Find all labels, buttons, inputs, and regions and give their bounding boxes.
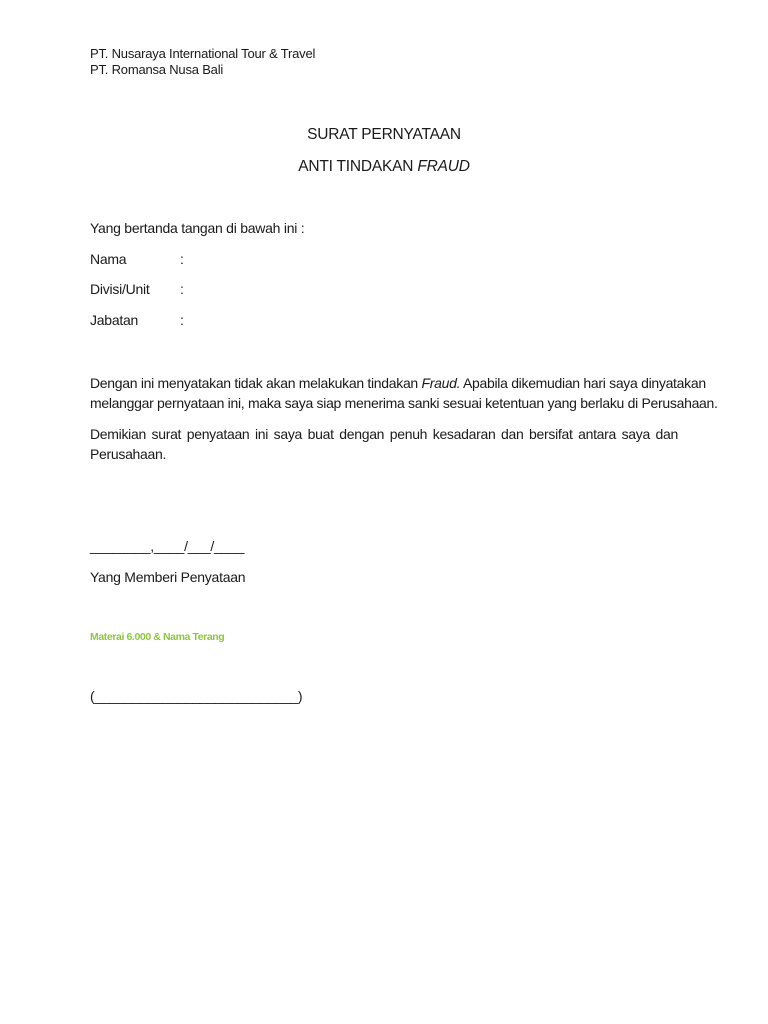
statement-line-1-before: Dengan ini menyatakan tidak akan melakukan tindakan xyxy=(90,375,422,391)
document-title xyxy=(0,126,768,144)
closing-paragraph xyxy=(90,424,678,464)
closing-line-2: Perusahaan. xyxy=(90,446,167,462)
statement-line-1-after: Apabila dikemudian hari saya dinyatakan xyxy=(460,375,706,391)
intro-text-content: Yang bertanda tangan di bawah ini : xyxy=(90,220,305,236)
company-name-2-text: PT. Romansa Nusa Bali xyxy=(90,62,224,77)
statement-line-1-emphasis: Fraud. xyxy=(421,375,461,391)
company-name-1 xyxy=(90,46,315,61)
company-name-2 xyxy=(90,62,223,77)
field-jabatan-label: Jabatan xyxy=(90,312,139,328)
field-jabatan-colon: : xyxy=(180,312,184,328)
field-divisi-unit-label: Divisi/Unit xyxy=(90,281,150,297)
closing-line-1: Demikian surat penyataan ini saya buat dengan penuh kesadaran dan bersifat antara saya dan xyxy=(90,426,678,442)
field-nama-colon: : xyxy=(180,251,184,267)
statement-line-2: melanggar pernyataan ini, maka saya siap menerima sanki sesuai ketentuan yang berlaku di Perusahaan. xyxy=(90,395,718,411)
stamp-note xyxy=(90,631,224,643)
document-subtitle xyxy=(0,158,768,176)
statement-line-1 xyxy=(90,373,706,393)
field-divisi-unit-colon: : xyxy=(180,281,184,297)
intro-text xyxy=(90,220,304,236)
document-title-text: SURAT PERNYATAAN xyxy=(307,126,461,143)
company-name-1-text: PT. Nusaraya International Tour & Travel xyxy=(90,46,316,61)
signature-line-text: (___________________________) xyxy=(90,688,303,704)
signature-line xyxy=(90,688,302,704)
document-subtitle-prefix: ANTI TINDAKAN xyxy=(298,158,418,175)
date-line xyxy=(90,538,244,554)
signer-label xyxy=(90,569,245,585)
field-nama-label: Nama xyxy=(90,251,127,267)
stamp-note-text: Materai 6.000 & Nama Terang xyxy=(90,631,225,643)
document-subtitle-emphasis: FRAUD xyxy=(417,158,470,175)
signer-label-text: Yang Memberi Penyataan xyxy=(90,569,246,585)
date-line-text: ________,____/___/____ xyxy=(90,538,245,554)
statement-paragraph xyxy=(90,373,718,413)
